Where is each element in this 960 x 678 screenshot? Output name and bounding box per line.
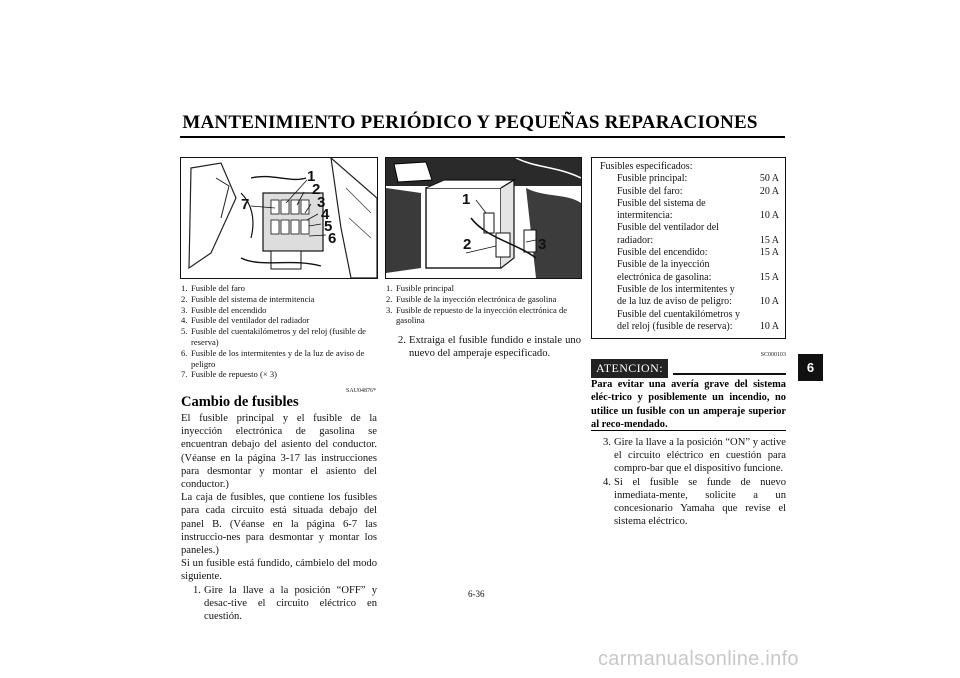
spec-row: Fusible del faro: 20 A (617, 185, 779, 197)
spec-row: Fusible de la inyección electrónica de gasolina: 15 A (617, 259, 779, 283)
main-fuse-illustration (386, 158, 581, 278)
callout-6: 6 (328, 230, 337, 247)
spec-row: Fusible de los intermitentes y de la luz de aviso de peligro: 10 A (617, 283, 779, 308)
section-title: Cambio de fusibles (181, 394, 299, 410)
callout-3: 3 (317, 194, 326, 211)
caption-item: 3. Fusible de repuesto de la inyección electrónica de gasolina (386, 304, 568, 326)
spec-row: Fusible del cuentakilómetros y del reloj (fusible de reserva): 10 A (617, 308, 779, 332)
paragraph: El fusible principal y el fusible de la inyección electrónica de gasolina se encuentran debajo del asiento del conductor. (Véanse en la página 3-17 las instrucciones para desmontar y montar el asiento del conductor.) (181, 413, 377, 491)
fuse-spec-box (591, 157, 786, 339)
callout-2: 2 (463, 236, 472, 253)
spec-row: Fusible del encendido: 15 A (617, 247, 779, 259)
callout-4: 4 (321, 206, 330, 223)
caption-item: 2. Fusible del sistema de intermitencia (181, 293, 315, 304)
fuse-box-photo (180, 157, 378, 279)
paragraph: La caja de fusibles, que contiene los fusibles para cada circuito está situada debajo del panel B. (Véanse en la página 6-7 las instruccio-nes para desmontar y montar los paneles.) (181, 492, 377, 557)
spec-row: Fusible del ventilador del radiador: 15 A (617, 222, 779, 246)
step-4: 4. Si el fusible se funde de nuevo inmediata-mente, solicite a un concesionario Yamaha que revise el sistema eléctrico. (603, 476, 786, 528)
callout-1: 1 (462, 191, 471, 208)
step-2: 2. Extraiga el fusible fundido e instale uno nuevo del amperaje especificado. (398, 335, 581, 360)
caption-item: 1. Fusible principal (386, 283, 454, 293)
callout-1: 1 (307, 168, 316, 185)
callout-2: 2 (312, 181, 321, 198)
caption-item: 3. Fusible del encendido (181, 304, 267, 315)
caution-label: ATENCION: (591, 359, 668, 378)
spec-row: Fusible principal: 50 A (617, 173, 779, 185)
caution-end-rule (591, 430, 786, 431)
paragraph: Si un fusible está fundido, cámbielo del modo siguiente. (181, 558, 377, 583)
spec-row: Fusible del sistema de intermitencia: 10 A (617, 197, 779, 222)
section-body (181, 412, 377, 623)
main-fuse-photo (385, 157, 582, 279)
page-header-title: MANTENIMIENTO PERIÓDICO Y PEQUEÑAS REPARACIONES (182, 112, 758, 133)
header-rule (180, 136, 785, 138)
section-code: SAU04876* (345, 388, 376, 394)
fuse-box-illustration (181, 158, 377, 278)
caution-rule (673, 373, 786, 375)
caption-item: 4. Fusible del ventilador del radiador (181, 315, 310, 326)
caption-item: 5. Fusible del cuentakilómetros y del reloj (fusible de reserva) (181, 326, 366, 347)
caption-item: 6. Fusible de los intermitentes y de la luz de aviso de peligro (181, 347, 365, 369)
watermark[interactable]: carmanualsonline.info (598, 648, 799, 670)
section-tab[interactable]: 6 (798, 354, 823, 381)
caption-item: 1. Fusible del faro (181, 283, 245, 293)
spec-title: Fusibles especificados: (600, 161, 693, 172)
caution-code: SC000103 (760, 352, 786, 358)
step-3: 3. Gire la llave a la posición “ON” y active el circuito eléctrico en cuestión para compro-bar que el dispositivo funcione. (603, 437, 786, 475)
caution-text: Para evitar una avería grave del sistema eléc-trico y posiblemente un incendio, no utilice un fusible con un amperaje superior al reco-mendado. (591, 379, 786, 431)
step-2-block (386, 334, 581, 360)
main-fuse-caption (386, 283, 581, 326)
caution-header (591, 359, 786, 377)
callout-5: 5 (324, 218, 333, 235)
steps-3-4 (591, 436, 786, 528)
callout-3: 3 (538, 236, 547, 253)
page-number: 6-36 (468, 589, 485, 599)
caption-item: 2. Fusible de la inyección electrónica de gasolina (386, 293, 557, 304)
caption-item: 7. Fusible de repuesto (× 3) (181, 369, 277, 380)
fuse-box-caption (181, 283, 377, 380)
callout-7: 7 (241, 196, 250, 213)
step-1: 1. Gire la llave a la posición “OFF” y desac-tive el circuito eléctrico en cuestión. (193, 584, 377, 623)
